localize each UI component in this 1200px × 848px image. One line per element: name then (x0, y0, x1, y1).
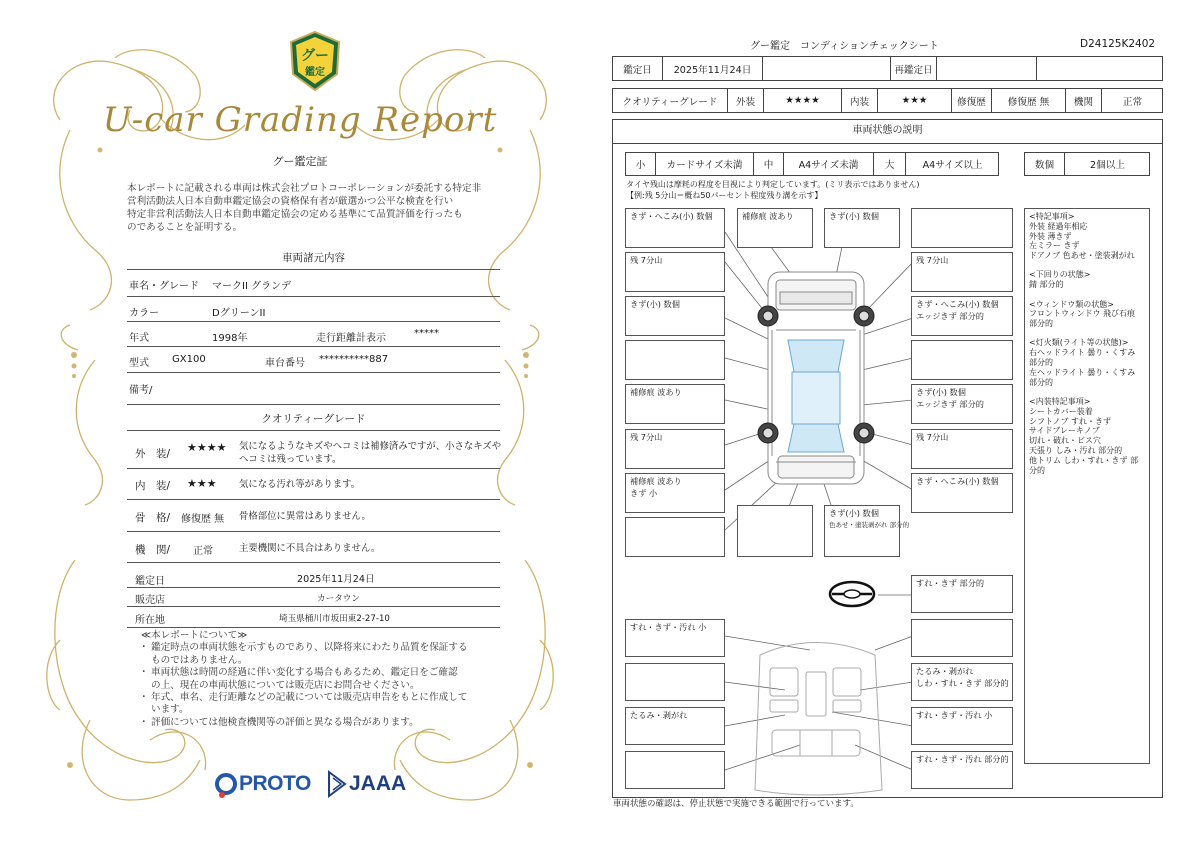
damage-text: 残 7分山 (916, 255, 949, 265)
name-label: 車名・グレード (129, 281, 199, 292)
quality-heading: クオリティーグレード (127, 409, 500, 431)
engine-value: 正常 (1122, 96, 1143, 108)
count-desc: 2個以上 (1090, 160, 1125, 171)
damage-text: エッジきず 部分的 (916, 398, 984, 409)
remarks-label: 備考/ (129, 385, 153, 396)
damage-box (911, 340, 1013, 380)
damage-text: きず・へこみ(小) 数個 (916, 299, 999, 309)
proto-logo-text: PROTO (239, 772, 311, 795)
model-value: GX100 (172, 354, 206, 365)
quality-grade-label: クオリティーグレード (613, 89, 728, 112)
shop-value: カータウン (317, 594, 360, 604)
damage-text: すれ・きず・汚れ 小 (916, 710, 993, 720)
special-group-lights (1029, 338, 1145, 387)
special-item: シフトノブ すれ・きず (1029, 416, 1112, 426)
goo-kantei-badge-icon (287, 30, 343, 92)
car-interior-icon (755, 643, 882, 796)
special-item: 天張り しみ・汚れ 部分的 (1029, 445, 1123, 455)
tire-note-line1: タイヤ残山は摩耗の程度を目視により判定しています。(ミリ表示ではありません) (626, 180, 920, 189)
model-label: 型式 (129, 358, 149, 369)
note-item-cont: の上、現在の車両状態については販売店にお問合せください。 (151, 679, 420, 691)
special-item: 外装 薄きず (1029, 231, 1072, 241)
spec-row-model (127, 347, 500, 373)
spec-row-year (127, 322, 500, 347)
damage-text: エッジきず 部分的 (916, 310, 984, 321)
damage-text: きず・へこみ(小) 数個 (630, 211, 713, 221)
footer-logos (215, 768, 415, 802)
script-title: U-car Grading Report (102, 100, 498, 140)
exterior-stars: ★★★★ (187, 441, 227, 454)
size-small-desc: カードサイズ未満 (656, 153, 754, 175)
jaaa-logo-icon (327, 770, 347, 798)
mileage-label: 走行距離計表示 (316, 333, 386, 344)
certificate-line: 本レポートに記載される車両は株式会社プロトコーポレーションが委託する特定非 (127, 183, 482, 194)
exterior-label: 外 装/ (135, 448, 171, 460)
damage-text: きず(小) 数個 (829, 508, 879, 518)
engine-value: 正常 (193, 546, 213, 557)
certificate-line: のであることを証明する。 (127, 222, 243, 233)
special-item: 右ヘッドライト 曇り・くすみ 部分的 (1029, 348, 1136, 368)
special-item: 錆 部分的 (1029, 280, 1064, 290)
damage-box (737, 208, 813, 248)
spec-heading: 車両諸元内容 (127, 248, 500, 270)
note-item-cont: ものではありません。 (151, 654, 248, 666)
exterior-desc-1: 気になるようなキズやヘコミは補修済みですが、小さなキズや (239, 441, 502, 452)
special-heading: <下回りの状態> (1029, 270, 1091, 280)
special-heading: <ウィンドウ類の状態> (1029, 299, 1114, 309)
damage-text: すれ・きず 部分的 (916, 578, 985, 588)
spec-row-color (127, 297, 500, 322)
address-value: 埼玉県桶川市坂田東2-27-10 (279, 614, 390, 624)
damage-box (911, 252, 1013, 292)
jaaa-logo-text: JAAA (349, 772, 407, 795)
damage-box (824, 208, 900, 248)
damage-box (625, 384, 725, 424)
sheet-title: グー鑑定 コンディションチェックシート (750, 41, 939, 52)
appraisal-date-row (127, 567, 500, 588)
damage-text: すれ・きず・汚れ 部分的 (916, 754, 1009, 764)
address-label: 所在地 (135, 615, 165, 626)
frame-desc: 骨格部位に異常はありません。 (239, 511, 371, 522)
note-item: ・ 年式、車名、走行距離などの記載については販売店申告をもとに作成して (127, 692, 500, 704)
size-small: 小 (626, 153, 656, 175)
special-item: 左ヘッドライト 曇り・くすみ 部分的 (1029, 367, 1136, 387)
damage-text: 残 7分山 (630, 432, 663, 442)
damage-text: 残 7分山 (916, 432, 949, 442)
year-value: 1998年 (212, 333, 248, 344)
quality-row-interior (127, 469, 500, 500)
engine-label: 機 関/ (135, 544, 171, 556)
note-item: ・ 評価については他検査機関等の評価と異なる場合があります。 (127, 717, 500, 729)
size-medium: 中 (754, 153, 784, 175)
certificate-line: 営利活動法人日本自動車鑑定協会の資格保有者が厳選かつ公平な検査を行い (127, 196, 454, 207)
special-heading: <特記事項> (1029, 212, 1075, 221)
color-value: DグリーンII (212, 308, 266, 319)
damage-text: しわ・すれ・きず 部分的 (916, 677, 1009, 688)
chassis-label: 車台番号 (265, 358, 305, 369)
car-top-view-icon (768, 272, 864, 484)
special-item: 左ミラー きず (1029, 241, 1080, 251)
interior-label: 内 装/ (135, 480, 171, 492)
damage-text: 補修痕 波あり (630, 387, 682, 397)
certificate-body (127, 182, 500, 234)
date-label: 鑑定日 (613, 57, 663, 80)
damage-text: きず(小) 数個 (829, 211, 879, 221)
damage-text: きず(小) 数個 (630, 299, 680, 309)
damage-box (625, 473, 725, 513)
interior-box (625, 663, 725, 701)
special-item: ドアノブ 色あせ・塗装剥がれ (1029, 251, 1135, 261)
shop-label: 販売店 (135, 595, 165, 606)
repair-value: 修復歴 無 (992, 89, 1066, 112)
quality-row-frame (127, 500, 500, 532)
damage-text: たるみ・剥がれ (916, 666, 974, 676)
damage-text: 色あせ・塗装剥がれ 部分的 (829, 520, 910, 529)
damage-box (625, 296, 725, 336)
damage-box (625, 340, 725, 380)
special-group-interior (1029, 397, 1145, 475)
sheet-id: D24125K2402 (1080, 38, 1156, 50)
interior-box (911, 575, 1013, 613)
special-heading: <灯火類(ライト等の状態)> (1029, 338, 1129, 348)
damage-text: きず 小 (630, 487, 658, 498)
damage-box (911, 384, 1013, 424)
spec-row-name (127, 270, 500, 297)
chassis-value: **********887 (319, 354, 389, 365)
color-label: カラー (129, 308, 159, 319)
damage-text: たるみ・剥がれ (630, 710, 688, 720)
interior-box (625, 751, 725, 789)
exterior-desc-2: ヘコミは残っています。 (239, 454, 342, 465)
damage-box (911, 473, 1013, 513)
damage-text: きず(小) 数個 (916, 387, 966, 397)
special-item: 他トリム しわ・すれ・きず 部分的 (1029, 455, 1139, 475)
damage-box (625, 208, 725, 248)
appraisal-date-value: 2025年11月24日 (297, 574, 375, 585)
reappraisal-label: 再鑑定日 (891, 57, 937, 80)
shop-row (127, 588, 500, 607)
special-item: 切れ・破れ・ビス穴 (1029, 436, 1101, 446)
exterior-value: ★★★★ (764, 89, 842, 112)
badge-bottom-text: 鑑定 (305, 67, 325, 78)
special-item: サイドブレーキノブ (1029, 426, 1100, 436)
size-large-desc: A4サイズ以上 (922, 160, 983, 171)
condition-title: 車両状態の説明 (612, 119, 1163, 144)
notes-title: ≪本レポートについて≫ (141, 630, 248, 641)
interior-box (911, 663, 1013, 701)
damage-box (824, 505, 910, 557)
damage-text: 補修痕 波あり (742, 211, 794, 221)
special-group-general (1029, 212, 1145, 261)
report-notes (127, 630, 500, 729)
certificate-line: 特定非営利活動法人日本自動車鑑定協会の定める基準にて品質評価を行ったも (127, 209, 463, 220)
interior-box (911, 619, 1013, 657)
special-item: フロントウィンドウ 飛び石痕 部分的 (1029, 309, 1136, 329)
note-item: ・ 鑑定時点の車両状態を示すものであり、以降将来にわたり品質を保証する (127, 642, 500, 654)
condition-check-sheet (600, 0, 1200, 848)
mileage-value: ***** (414, 328, 439, 339)
damage-box (625, 517, 725, 557)
name-value: マークII グランデ (212, 281, 292, 292)
frame-value: 修復歴 無 (181, 514, 225, 525)
engine-desc: 主要機関に不具合はありません。 (239, 543, 381, 554)
frame-label: 骨 格/ (135, 512, 171, 524)
year-label: 年式 (129, 333, 149, 344)
quality-row-engine (127, 532, 500, 563)
exterior-label: 外装 (728, 89, 764, 112)
interior-box (625, 707, 725, 745)
note-item-cont: います。 (151, 704, 189, 716)
damage-box (625, 252, 725, 292)
certificate-title: グー鑑定証 (272, 155, 328, 168)
size-large: 大 (874, 153, 906, 175)
damage-text: 補修痕 波あり (630, 476, 682, 486)
proto-logo-icon (215, 771, 237, 799)
damage-box (625, 429, 725, 469)
special-item: シートカバー装着 (1029, 406, 1093, 416)
badge-top-text: グー (301, 48, 329, 64)
date-value: 2025年11月24日 (663, 57, 763, 80)
damage-box (911, 208, 1013, 248)
quality-row-exterior (127, 431, 500, 469)
count-label: 数個 (1025, 153, 1065, 175)
spec-row-remarks (127, 373, 500, 405)
repair-label: 修復歴 (952, 89, 992, 112)
special-group-windows (1029, 300, 1145, 329)
steering-wheel-icon (830, 582, 874, 606)
damage-text: きず・へこみ(小) 数個 (916, 476, 999, 486)
interior-stars: ★★★ (187, 477, 217, 490)
special-notes-panel (1024, 208, 1150, 764)
note-item: ・ 車両状態は時間の経過に伴い変化する場合もあるため、鑑定日をご確認 (127, 667, 500, 679)
special-group-underbody (1029, 270, 1145, 290)
tire-note-line2: 【例:残 5分山＝概ね50パーセント程度残り溝を示す】 (626, 191, 823, 200)
appraisal-date-label: 鑑定日 (135, 576, 165, 587)
damage-box (911, 429, 1013, 469)
interior-box (911, 707, 1013, 745)
engine-label: 機関 (1066, 89, 1102, 112)
interior-value: ★★★ (878, 89, 952, 112)
special-heading: <内装特記事項> (1029, 396, 1091, 406)
size-medium-desc: A4サイズ未満 (784, 153, 874, 175)
interior-desc: 気になる汚れ等があります。 (239, 479, 361, 490)
interior-label: 内装 (842, 89, 878, 112)
interior-box (625, 619, 725, 657)
special-item: 外装 経過年相応 (1029, 221, 1088, 231)
footer-note: 車両状態の確認は、停止状態で実施できる範囲で行っています。 (613, 799, 859, 809)
damage-text: すれ・きず・汚れ 小 (630, 622, 707, 632)
damage-box (737, 505, 813, 557)
damage-text: 残 7分山 (630, 255, 663, 265)
damage-box (911, 296, 1013, 336)
address-row (127, 607, 500, 628)
interior-box (911, 751, 1013, 789)
